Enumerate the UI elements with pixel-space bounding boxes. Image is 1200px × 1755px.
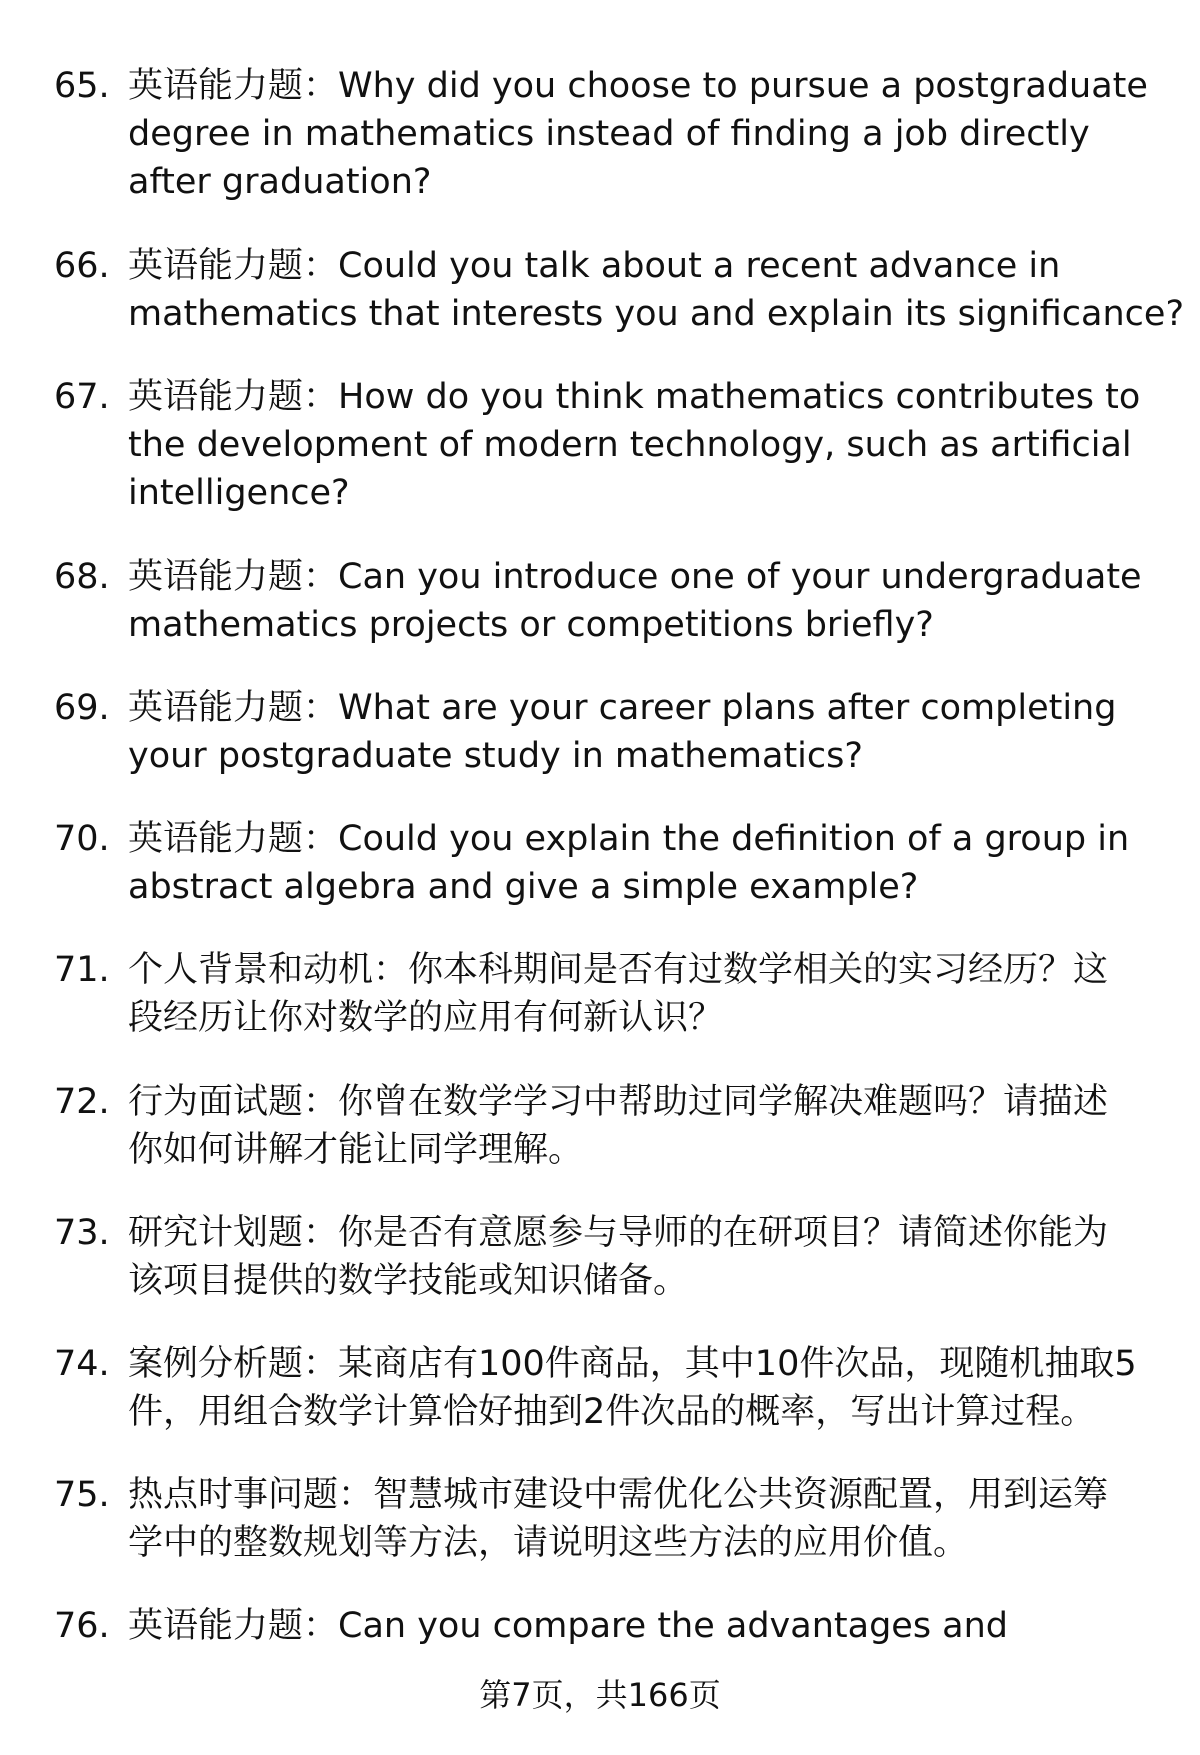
question-text [128, 1471, 1158, 1567]
question-line: 行为面试题：你曾在数学学习中帮助过同学解决难题吗？请描述 [128, 1082, 1109, 1122]
question-line: after graduation? [128, 162, 432, 202]
question-line: degree in mathematics instead of finding a job directly [128, 114, 1090, 154]
question-line: 英语能力题：What are your career plans after completing [128, 688, 1117, 728]
question-line: 英语能力题：Could you explain the definition of a group in [128, 819, 1130, 859]
question-line: 热点时事问题：智慧城市建设中需优化公共资源配置，用到运筹 [128, 1475, 1109, 1515]
question-line: 个人背景和动机：你本科期间是否有过数学相关的实习经历？这 [128, 950, 1109, 990]
question-line: intelligence? [128, 473, 350, 513]
question-number: 67. [54, 377, 110, 417]
question-text [128, 62, 1158, 206]
question-line: mathematics that interests you and explain its significance? [128, 294, 1185, 334]
question-line: 学中的整数规划等方法，请说明这些方法的应用价值。 [128, 1523, 969, 1563]
question-number: 66. [54, 246, 110, 286]
page-number: 第7页，共166页 [479, 1676, 721, 1714]
question-line: 英语能力题：How do you think mathematics contributes to [128, 377, 1141, 417]
question-text [128, 1209, 1158, 1305]
question-line: your postgraduate study in mathematics? [128, 736, 863, 776]
question-line: the development of modern technology, such as artificial [128, 425, 1132, 465]
question-text [128, 684, 1158, 780]
question-text [128, 373, 1158, 517]
question-number: 74. [54, 1344, 110, 1384]
question-text [128, 1340, 1158, 1436]
question-number: 68. [54, 557, 110, 597]
question-text [128, 946, 1158, 1042]
question-number: 76. [54, 1606, 110, 1646]
question-number: 65. [54, 66, 110, 106]
question-number: 75. [54, 1475, 110, 1515]
question-line: 英语能力题：Can you introduce one of your undergraduate [128, 557, 1142, 597]
question-text [128, 1078, 1158, 1174]
question-text [128, 1602, 1158, 1650]
question-number: 70. [54, 819, 110, 859]
question-line: 英语能力题：Why did you choose to pursue a postgraduate [128, 66, 1148, 106]
question-number: 73. [54, 1213, 110, 1253]
question-line: 研究计划题：你是否有意愿参与导师的在研项目？请简述你能为 [128, 1213, 1109, 1253]
question-line: 段经历让你对数学的应用有何新认识？ [128, 998, 724, 1038]
question-number: 71. [54, 950, 110, 990]
question-line: 英语能力题：Could you talk about a recent advance in [128, 246, 1061, 286]
question-line: mathematics projects or competitions briefly? [128, 605, 934, 645]
question-line: 案例分析题：某商店有100件商品，其中10件次品，现随机抽取5 [128, 1344, 1137, 1384]
question-number: 69. [54, 688, 110, 728]
question-number: 72. [54, 1082, 110, 1122]
question-line: 该项目提供的数学技能或知识储备。 [128, 1261, 689, 1301]
question-text [128, 242, 1185, 338]
question-line: 件，用组合数学计算恰好抽到2件次品的概率，写出计算过程。 [128, 1392, 1096, 1432]
question-line: 你如何讲解才能让同学理解。 [128, 1130, 584, 1170]
question-line: abstract algebra and give a simple example? [128, 867, 919, 907]
question-text [128, 815, 1158, 911]
question-line: 英语能力题：Can you compare the advantages and [128, 1606, 1009, 1646]
question-text [128, 553, 1158, 649]
